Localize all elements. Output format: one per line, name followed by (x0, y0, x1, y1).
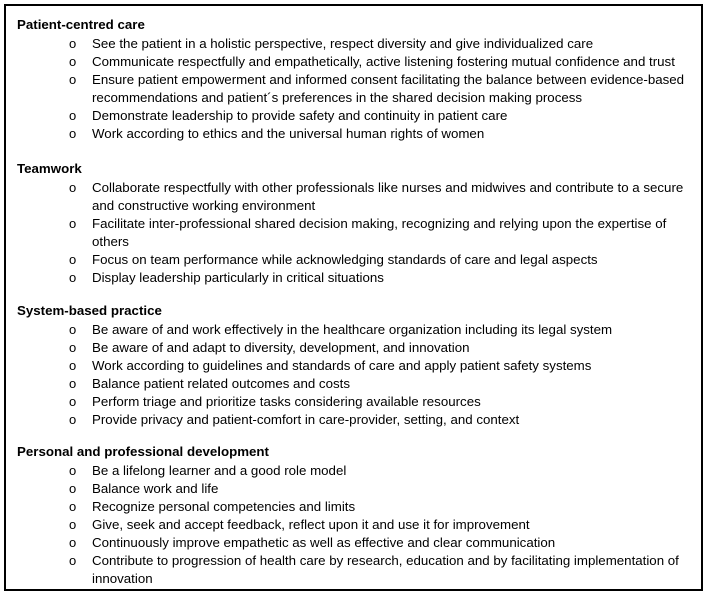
bullet-icon: o (69, 463, 77, 478)
item-list (17, 35, 695, 143)
bullet-icon: o (69, 340, 77, 355)
list-item (17, 411, 695, 429)
list-item (17, 215, 695, 251)
bullet-icon: o (69, 322, 77, 337)
list-item (17, 321, 695, 339)
bullet-icon: o (69, 36, 77, 51)
list-item (17, 35, 695, 53)
bullet-icon: o (69, 126, 77, 141)
item-text: Be aware of and work effectively in the healthcare organization including its legal system (92, 322, 613, 337)
item-text: Give, seek and accept feedback, reflect upon it and use it for improvement (92, 517, 530, 532)
section-title: Personal and professional development (17, 444, 269, 459)
bullet-icon: o (69, 517, 77, 532)
bullet-icon: o (69, 535, 77, 550)
list-item (17, 375, 695, 393)
list-item (17, 107, 695, 125)
bullet-icon: o (69, 252, 77, 267)
item-text: Demonstrate leadership to provide safety and continuity in patient care (92, 108, 508, 123)
item-text: Balance work and life (92, 481, 219, 496)
bullet-icon: o (69, 481, 77, 496)
item-text: Collaborate respectfully with other professionals like nurses and midwives and contribute to a secure and constructive working environment (92, 180, 684, 213)
section-title: Teamwork (17, 161, 82, 176)
item-text: Contribute to progression of health care by research, education and by facilitating implementation of innovation (92, 553, 679, 586)
list-item (17, 53, 695, 71)
bullet-icon: o (69, 216, 77, 231)
bullet-icon: o (69, 553, 77, 568)
item-text: Be aware of and adapt to diversity, development, and innovation (92, 340, 470, 355)
bullet-icon: o (69, 108, 77, 123)
item-text: Recognize personal competencies and limits (92, 499, 356, 514)
section-personal-professional-development (17, 443, 695, 588)
item-text: Balance patient related outcomes and costs (92, 376, 350, 391)
bullet-icon: o (69, 358, 77, 373)
list-item (17, 125, 695, 143)
bullet-icon: o (69, 54, 77, 69)
list-item (17, 393, 695, 411)
item-text: See the patient in a holistic perspective, respect diversity and give individualized care (92, 36, 594, 51)
list-item (17, 462, 695, 480)
list-item (17, 269, 695, 287)
item-text: Work according to ethics and the universal human rights of women (92, 126, 485, 141)
section-title: System-based practice (17, 303, 162, 318)
list-item (17, 179, 695, 215)
item-text: Perform triage and prioritize tasks considering available resources (92, 394, 481, 409)
item-list (17, 321, 695, 429)
list-item (17, 534, 695, 552)
bullet-icon: o (69, 499, 77, 514)
item-list (17, 462, 695, 588)
bullet-icon: o (69, 270, 77, 285)
section-title: Patient-centred care (17, 17, 145, 32)
item-text: Provide privacy and patient-comfort in care-provider, setting, and context (92, 412, 520, 427)
section-patient-centred-care (17, 16, 695, 143)
item-text: Be a lifelong learner and a good role model (92, 463, 347, 478)
list-item (17, 251, 695, 269)
bullet-icon: o (69, 180, 77, 195)
list-item (17, 516, 695, 534)
list-item (17, 71, 695, 107)
item-text: Display leadership particularly in critical situations (92, 270, 384, 285)
bullet-icon: o (69, 376, 77, 391)
list-item (17, 357, 695, 375)
item-text: Continuously improve empathetic as well as effective and clear communication (92, 535, 556, 550)
competencies-box (4, 4, 703, 591)
list-item (17, 339, 695, 357)
section-system-based-practice (17, 302, 695, 429)
item-text: Ensure patient empowerment and informed consent facilitating the balance between evidence-based recommendations and patient´s preferences in the shared decision making process (92, 72, 685, 105)
bullet-icon: o (69, 394, 77, 409)
item-text: Work according to guidelines and standards of care and apply patient safety systems (92, 358, 592, 373)
list-item (17, 552, 695, 588)
bullet-icon: o (69, 72, 77, 87)
list-item (17, 498, 695, 516)
bullet-icon: o (69, 412, 77, 427)
item-list (17, 179, 695, 287)
item-text: Facilitate inter-professional shared decision making, recognizing and relying upon the expertise of others (92, 216, 667, 249)
section-teamwork (17, 160, 695, 287)
list-item (17, 480, 695, 498)
item-text: Communicate respectfully and empathetically, active listening fostering mutual confidence and trust (92, 54, 675, 69)
item-text: Focus on team performance while acknowledging standards of care and legal aspects (92, 252, 598, 267)
